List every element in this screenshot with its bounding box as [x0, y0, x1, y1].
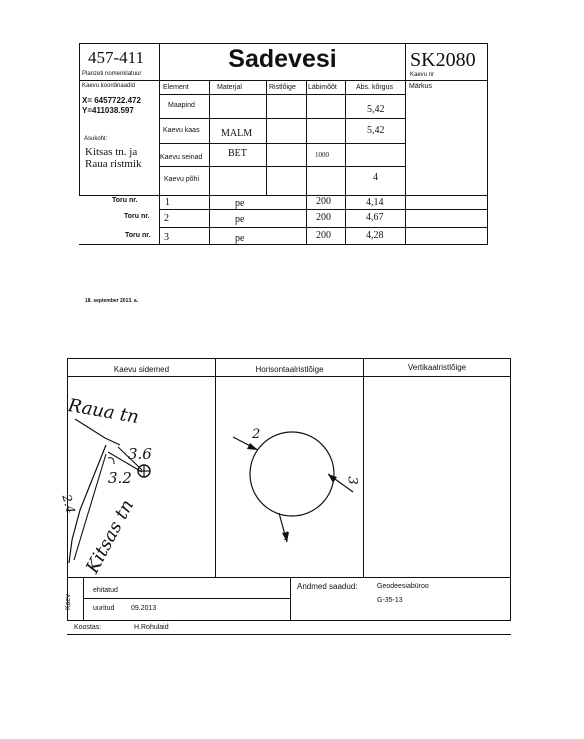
- pipe-label: Toru nr.: [125, 232, 151, 239]
- row-element: Maapind: [168, 102, 195, 109]
- date-note: 18. september 2013. a.: [85, 298, 139, 304]
- pipe-3-label: 3: [344, 476, 360, 485]
- location-label: Asukoht:: [84, 136, 108, 142]
- y-coordinate: Y=411038.597: [82, 106, 134, 115]
- row-height: 5,42: [367, 104, 385, 115]
- col-header-element: Element: [163, 84, 189, 91]
- pipe-no: 3: [164, 232, 169, 243]
- composed-label: Koostas:: [74, 624, 102, 631]
- row-material: MALM: [221, 128, 253, 139]
- pipe-3-arrow-icon: [328, 474, 337, 483]
- col-header-height: Abs. kõrgus: [356, 84, 393, 91]
- row-height: 4: [373, 172, 378, 183]
- hand-raua-label: Raua tn: [66, 395, 141, 429]
- row-diameter: 1000: [315, 151, 329, 159]
- pipe-material: pe: [235, 214, 245, 225]
- row-element: Kaevu kaas: [163, 127, 200, 134]
- col-header-notes: Märkus: [409, 83, 432, 90]
- hand-2-4-label: 2.4: [59, 493, 78, 516]
- pipe-2-label: 2: [252, 427, 261, 442]
- row-material: BET: [228, 148, 247, 159]
- col-title-vertical: Vertikaalristlõige: [407, 363, 467, 372]
- status-surveyed-label: uuritud: [93, 605, 115, 612]
- location-line2: Raua ristmik: [85, 158, 142, 170]
- pipe-height: 4,28: [366, 230, 384, 241]
- pipe-material: pe: [235, 233, 245, 244]
- x-coordinate: X= 6457722.472: [82, 96, 141, 105]
- col-title-connections: Kaevu sidemed: [113, 365, 170, 374]
- plan-number-label: Planzeti nomenklatuur: [82, 71, 142, 77]
- pipe-diameter: 200: [316, 212, 331, 223]
- well-symbol-icon: [138, 465, 150, 477]
- pipe-diameter: 200: [316, 230, 331, 241]
- hand-3-6-label: 3.6: [128, 445, 152, 463]
- hand-kitsas-label: Kitsas tn: [82, 496, 139, 577]
- well-id: SK2080: [410, 49, 476, 71]
- well-cross-section-circle: [250, 432, 334, 516]
- pipe-diameter: 200: [316, 196, 331, 207]
- pipe-2-arrow-icon: [247, 443, 258, 450]
- pipe-1-label: 1: [283, 530, 290, 543]
- data-code: G-35-13: [377, 597, 403, 604]
- data-source-label: Andmed saadud:: [297, 582, 358, 591]
- plan-number: 457-411: [88, 48, 145, 67]
- col-header-diameter: Läbimõõt: [308, 84, 337, 91]
- row-element: Kaevu seinad: [160, 154, 203, 161]
- pipe-no: 2: [164, 213, 169, 224]
- data-source: Geodeesiabüroo: [377, 583, 429, 590]
- status-built: ehitatud: [93, 587, 118, 594]
- status-surveyed-date: 09.2013: [131, 605, 157, 612]
- col-title-horizontal: Horisontaalristlõige: [255, 365, 324, 374]
- kaev-label: Kaev: [65, 594, 72, 610]
- pipe-label: Toru nr.: [124, 213, 150, 220]
- col-header-material: Materjal: [217, 84, 242, 91]
- col-header-cross: Ristlõige: [269, 84, 296, 91]
- coords-label: Kaevu koordinaadid: [82, 83, 136, 89]
- row-height: 5,42: [367, 125, 385, 136]
- page-title: Sadevesi: [228, 45, 337, 73]
- pipe-height: 4,14: [366, 197, 384, 208]
- pipe-height: 4,67: [366, 212, 384, 223]
- corner-tick: [108, 458, 114, 464]
- pipe-no: 1: [165, 197, 170, 208]
- hand-3-2-label: 3.2: [108, 469, 132, 487]
- pipe-label: Toru nr.: [112, 197, 138, 204]
- well-id-label: Kaevu nr: [410, 72, 435, 78]
- pipe-material: pe: [235, 198, 245, 209]
- row-element: Kaevu põhi: [164, 176, 200, 183]
- composed-by: H.Rohulaid: [134, 624, 169, 631]
- location-line1: Kitsas tn. ja: [85, 146, 138, 158]
